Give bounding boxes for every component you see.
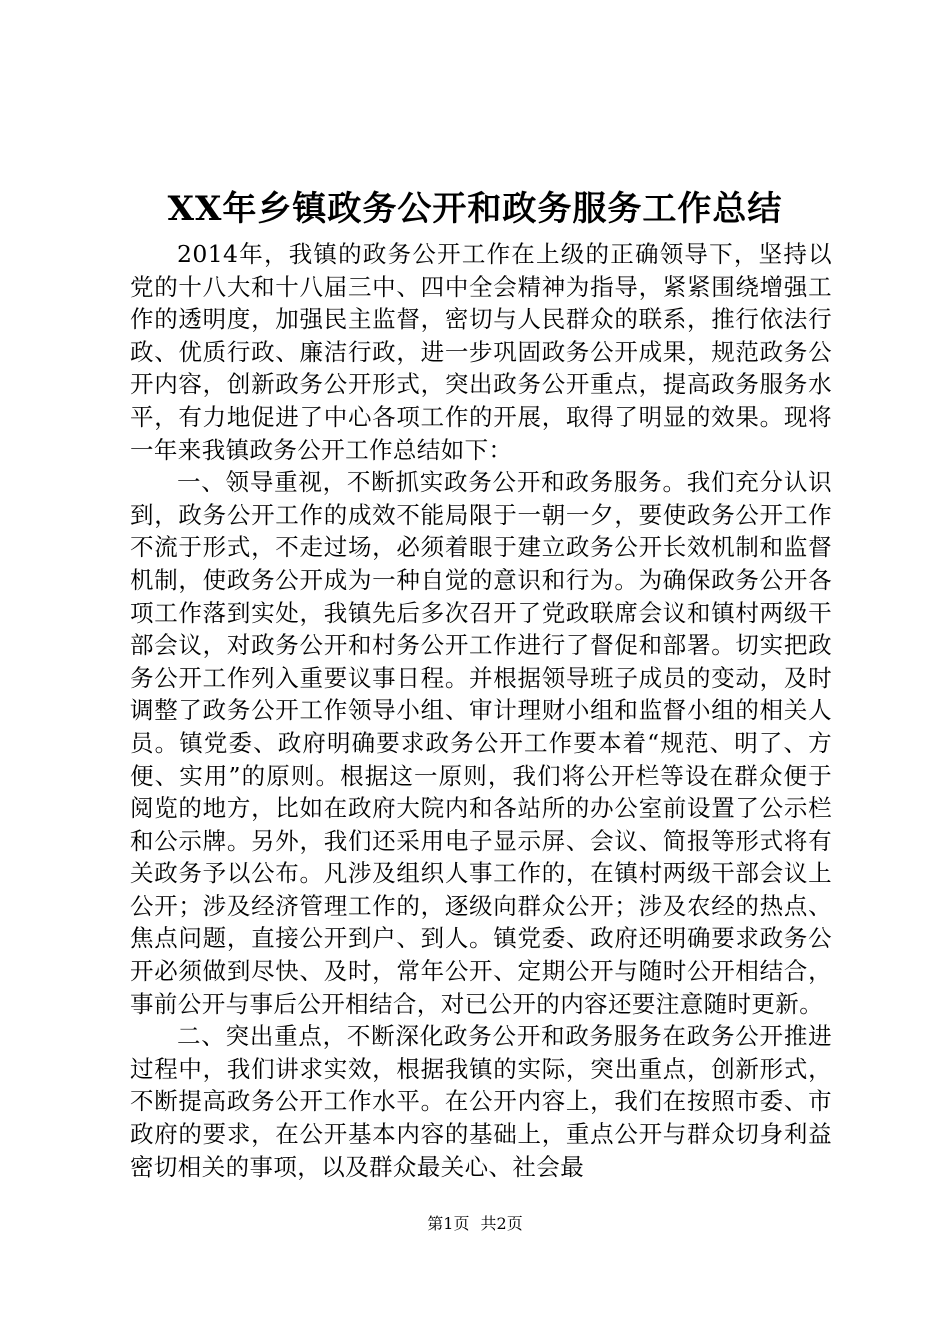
paragraph-intro: 2014年，我镇的政务公开工作在上级的正确领导下，坚持以党的十八大和十八届三中、四中全会精神为指导，紧紧围绕增强工作的透明度，加强民主监督，密切与人民群众的联系，推行依法行政、优质行政、廉洁行政，进一步巩固政务公开成果，规范政务公开内容，创新政务公开形式，突出政务公开重点，提高政务服务水平，有力地促进了中心各项工作的开展，取得了明显的效果。现将一年来我镇政务公开工作总结如下： (130, 240, 832, 464)
page-total: 共2页 (480, 1214, 523, 1233)
page-footer (0, 1212, 950, 1236)
document-body (130, 238, 832, 1183)
paragraph-section-two: 二、突出重点，不断深化政务公开和政务服务在政务公开推进过程中，我们讲求实效，根据我镇的实际，突出重点，创新形式，不断提高政务公开工作水平。在公开内容上，我们在按照市委、市政府的要求，在公开基本内容的基础上，重点公开与群众切身利益密切相关的事项，以及群众最关心、社会最 (130, 1022, 832, 1181)
paragraph-section-one: 一、领导重视，不断抓实政务公开和政务服务。我们充分认识到，政务公开工作的成效不能局限于一朝一夕，要使政务公开工作不流于形式，不走过场，必须着眼于建立政务公开长效机制和监督机制，使政务公开成为一种自觉的意识和行为。为确保政务公开各项工作落到实处，我镇先后多次召开了党政联席会议和镇村两级干部会议，对政务公开和村务公开工作进行了督促和部署。切实把政务公开工作列入重要议事日程。并根据领导班子成员的变动，及时调整了政务公开工作领导小组、审计理财小组和监督小组的相关人员。镇党委、政府明确要求政务公开工作要本着“规范、明了、方便、实用”的原则。根据这一原则，我们将公开栏等设在群众便于阅览的地方，比如在政府大院内和各站所的办公室前设置了公示栏和公示牌。另外，我们还采用电子显示屏、会议、简报等形式将有关政务予以公布。凡涉及组织人事工作的，在镇村两级干部会议上公开；涉及经济管理工作的，逐级向群众公开；涉及农经的热点、焦点问题，直接公开到户、到人。镇党委、政府还明确要求政务公开必须做到尽快、及时，常年公开、定期公开与随时公开相结合，事前公开与事后公开相结合，对已公开的内容还要注意随时更新。 (130, 468, 832, 1018)
document-title: XX年乡镇政务公开和政务服务工作总结 (167, 189, 783, 229)
page-number: 第1页 (427, 1214, 470, 1233)
